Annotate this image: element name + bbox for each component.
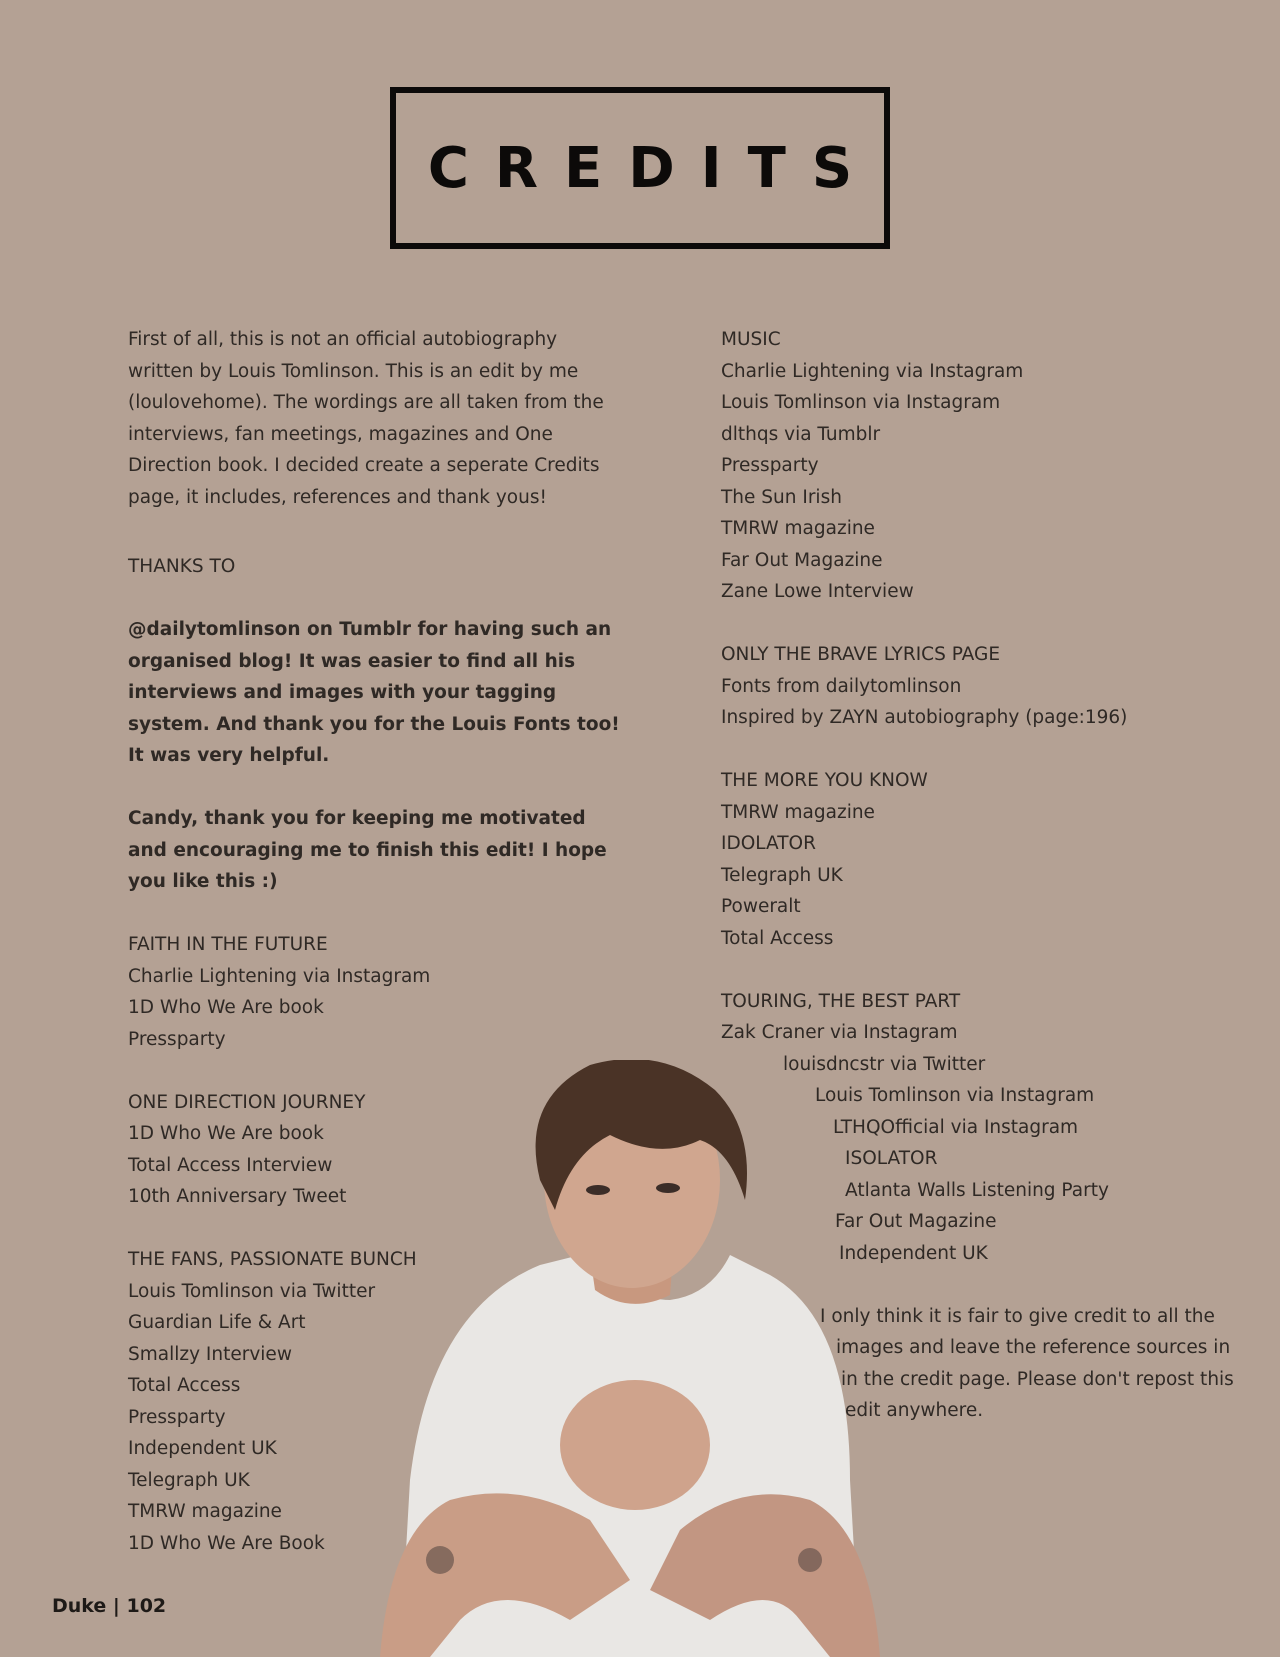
right-credit-item: Louis Tomlinson via Instagram (815, 1085, 1095, 1106)
tattoo-right (798, 1548, 822, 1572)
closing-line: images and leave the reference sources in (836, 1337, 1231, 1358)
thanks-heading: THANKS TO (128, 556, 236, 577)
left-section-heading: THE FANS, PASSIONATE BUNCH (128, 1249, 417, 1270)
right-credit-item: LTHQOfficial via Instagram (833, 1116, 1079, 1138)
tattoo-left (426, 1546, 454, 1574)
title-box (390, 87, 890, 249)
left-credit-item: TMRW magazine (128, 1501, 282, 1522)
right-credit-item: Louis Tomlinson via Instagram (721, 392, 1001, 413)
left-credit-item: 10th Anniversary Tweet (128, 1186, 347, 1207)
hands (560, 1380, 710, 1510)
right-credit-item: dlthqs via Tumblr (721, 423, 881, 445)
right-credit-item: Pressparty (721, 455, 819, 476)
right-credit-item: Total Access (721, 927, 834, 949)
right-credit-item: The Sun Irish (721, 486, 842, 508)
left-section-heading: ONE DIRECTION JOURNEY (128, 1091, 366, 1113)
right-credit-item: Inspired by ZAYN autobiography (page:196) (721, 707, 1128, 728)
left-section-heading: FAITH IN THE FUTURE (128, 934, 328, 955)
right-credit-item: TMRW magazine (721, 801, 875, 823)
closing-line: I only think it is fair to give credit to all the (820, 1305, 1215, 1327)
right-credit-item: Telegraph UK (721, 864, 843, 886)
right-credit-item: Zane Lowe Interview (721, 581, 914, 602)
left-credit-item: Pressparty (128, 1406, 226, 1428)
thanks-note-candy: Candy, thank you for keeping me motivated and encouraging me to finish this edit! I hope you like this :) (128, 808, 607, 892)
right-credit-item: Charlie Lightening via Instagram (721, 360, 1024, 382)
right-credit-item: Atlanta Walls Listening Party (845, 1179, 1109, 1201)
portrait-photo (370, 1060, 890, 1657)
left-credit-item: Louis Tomlinson via Twitter (128, 1280, 376, 1302)
left-credit-item: Guardian Life & Art (128, 1312, 306, 1333)
left-credit-item: 1D Who We Are book (128, 997, 324, 1018)
left-credit-item: Total Access (128, 1375, 241, 1396)
right-credit-item: Independent UK (839, 1242, 988, 1264)
closing-line: edit anywhere. (845, 1400, 984, 1421)
right-section-heading: TOURING, THE BEST PART (721, 990, 961, 1012)
left-credit-item: Smallzy Interview (128, 1343, 292, 1365)
eye-right (656, 1183, 680, 1193)
right-credit-item: Poweralt (721, 896, 801, 917)
left-credit-item: Telegraph UK (128, 1469, 250, 1491)
page-footer: Duke | 102 (52, 1595, 167, 1617)
page-title: CREDITS (427, 135, 879, 201)
left-credit-item: 1D Who We Are Book (128, 1532, 325, 1554)
eye-left (586, 1185, 610, 1195)
right-credit-item: ISOLATOR (845, 1148, 938, 1169)
right-credit-item: Far Out Magazine (835, 1211, 997, 1232)
closing-line: in the credit page. Please don't repost this (841, 1368, 1234, 1390)
left-credit-item: Independent UK (128, 1438, 277, 1459)
intro-paragraph: First of all, this is not an official autobiography written by Louis Tomlinson. This is an edit by me (loulovehome). The wordings are all taken from the interviews, fan meetings, magazines and One Direction book. I decided create a seperate Credits page, it includes, references and thank yous! (128, 329, 604, 508)
right-credit-item: TMRW magazine (721, 518, 875, 539)
left-credit-item: Total Access Interview (128, 1154, 333, 1176)
right-section-heading: THE MORE YOU KNOW (721, 770, 928, 791)
right-section-heading: MUSIC (721, 329, 781, 350)
right-credit-item: Fonts from dailytomlinson (721, 675, 962, 697)
thanks-note-dailytomlinson: @dailytomlinson on Tumblr for having such an organised blog! It was easier to find all his interviews and images with your tagging system. And thank you for the Louis Fonts too! It was very helpful. (128, 619, 620, 766)
right-credit-item: Far Out Magazine (721, 549, 883, 571)
right-credit-item: Zak Craner via Instagram (721, 1022, 958, 1043)
left-credit-item: Pressparty (128, 1028, 226, 1050)
right-credit-item: louisdncstr via Twitter (783, 1053, 986, 1075)
left-credit-item: 1D Who We Are book (128, 1123, 324, 1144)
right-section-heading: ONLY THE BRAVE LYRICS PAGE (721, 644, 1001, 665)
right-credit-item: IDOLATOR (721, 833, 816, 854)
left-credit-item: Charlie Lightening via Instagram (128, 965, 431, 987)
